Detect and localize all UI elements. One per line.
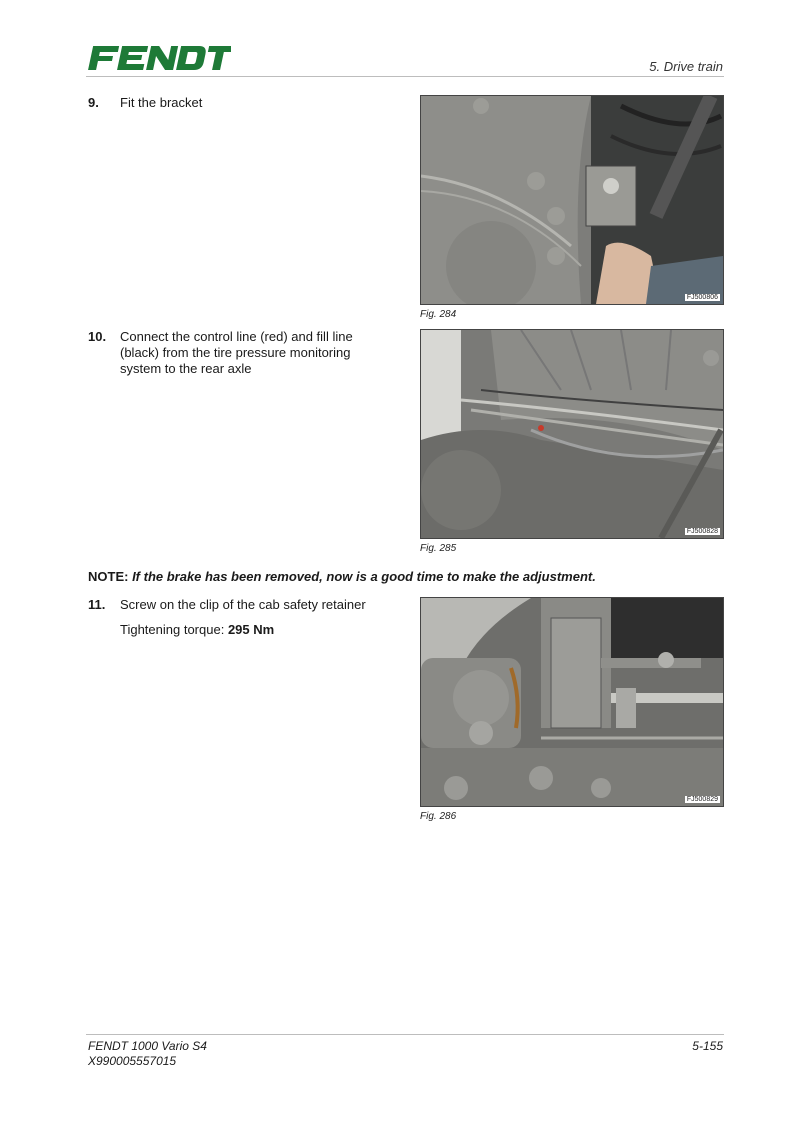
- step-9: [88, 95, 388, 115]
- footer-model: FENDT 1000 Vario S4: [88, 1039, 207, 1053]
- step-number: 9.: [88, 95, 99, 110]
- figure-caption: Fig. 286: [420, 811, 457, 822]
- figure-id: FJ500829: [686, 796, 718, 803]
- step-10: [88, 329, 388, 379]
- note-label: NOTE:: [88, 569, 133, 584]
- photo-fig-284: [420, 95, 724, 305]
- torque-spec: [120, 622, 380, 638]
- footer-divider: [86, 1034, 724, 1035]
- figure-id: FJ500806: [686, 294, 718, 301]
- figure-caption: Fig. 284: [420, 309, 457, 320]
- step-text: Screw on the clip of the cab safety retainer: [120, 597, 366, 612]
- header-divider: [86, 76, 724, 77]
- step-text: Connect the control line (red) and fill line (black) from the tire pressure monitoring system to the rear axle: [120, 329, 353, 376]
- page-number: 5-155: [692, 1039, 723, 1053]
- footer-left: [88, 1039, 207, 1069]
- figure-id: FJ500828: [686, 528, 718, 535]
- footer-doc-number: X990005557015: [88, 1054, 177, 1068]
- fendt-logo: [86, 42, 231, 74]
- chapter-title: 5. Drive train: [649, 59, 723, 74]
- step-text: Fit the bracket: [120, 95, 203, 110]
- torque-value: 295 Nm: [227, 622, 275, 637]
- photo-fig-285: [420, 329, 724, 539]
- note-text: If the brake has been removed, now is a good time to make the adjustment.: [132, 569, 596, 584]
- step-number: 11.: [88, 597, 106, 612]
- step-number: 10.: [88, 329, 107, 344]
- photo-fig-286: [420, 597, 724, 807]
- note: [88, 569, 596, 584]
- torque-label: Tightening torque:: [120, 622, 228, 637]
- step-11: [88, 597, 388, 641]
- figure-caption: Fig. 285: [420, 543, 457, 554]
